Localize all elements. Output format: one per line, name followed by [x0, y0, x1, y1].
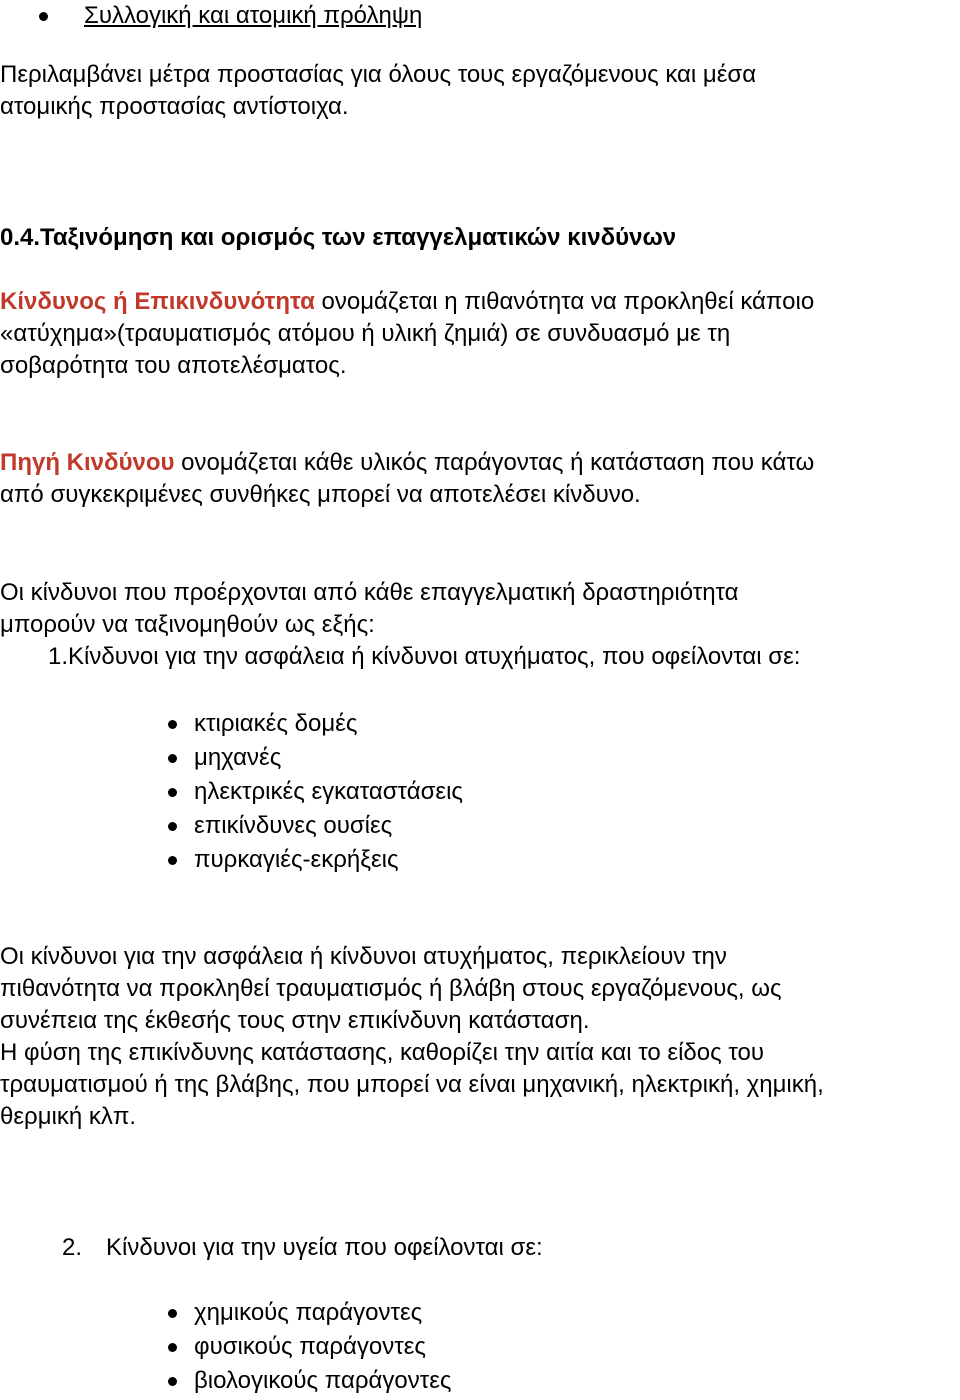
list-item-text: κτιριακές δομές — [194, 710, 358, 737]
bullet-icon — [168, 1309, 177, 1318]
list-item-text: πυρκαγιές-εκρήξεις — [194, 846, 399, 873]
hazard-definition — [0, 286, 814, 382]
bullet-icon — [168, 1343, 177, 1352]
health-heading-number: 2. — [62, 1234, 83, 1261]
intro-line: Περιλαμβάνει μέτρα προστασίας για όλους τους εργαζόμενους και μέσα — [0, 61, 757, 88]
hazard-source-definition — [0, 447, 814, 511]
hazard-definition-line: «ατύχημα»(τραυματισμός ατόμου ή υλική ζημιά) σε συνδυασμό με τη — [0, 320, 731, 347]
list-item-text: ηλεκτρικές εγκαταστάσεις — [194, 778, 463, 805]
bullet-icon — [168, 788, 177, 797]
hazard-definition-line — [0, 286, 814, 318]
safety-paragraph-line: Οι κίνδυνοι για την ασφάλεια ή κίνδυνοι ατυχήματος, περικλείουν την — [0, 943, 727, 970]
hazard-term: Κίνδυνος ή Επικινδυνότητα — [0, 288, 315, 315]
health-heading-text: Κίνδυνοι για την υγεία που οφείλονται σε: — [106, 1234, 543, 1261]
hazard-definition-line: σοβαρότητα του αποτελέσματος. — [0, 352, 347, 379]
classification-paragraph — [0, 577, 800, 673]
bullet-icon — [39, 12, 48, 21]
list-item-text: επικίνδυνες ουσίες — [194, 812, 393, 839]
safety-paragraph-line: τραυματισμού ή της βλάβης, που μπορεί να είναι μηχανική, ηλεκτρική, χημική, — [0, 1071, 824, 1098]
list-item-text: χημικούς παράγοντες — [194, 1299, 423, 1326]
safety-paragraph-line: πιθανότητα να προκληθεί τραυματισμός ή βλάβη στους εργαζόμενους, ως — [0, 975, 782, 1002]
hazard-source-term: Πηγή Κινδύνου — [0, 449, 175, 476]
safety-hazards-heading: 1.Κίνδυνοι για την ασφάλεια ή κίνδυνοι ατυχήματος, που οφείλονται σε: — [48, 643, 801, 670]
bullet-icon — [168, 1377, 177, 1386]
bullet-icon — [168, 856, 177, 865]
classification-line: μπορούν να ταξινομηθούν ως εξής: — [0, 611, 375, 638]
bullet-icon — [168, 720, 177, 729]
list-item-text: βιολογικούς παράγοντες — [194, 1367, 452, 1394]
intro-paragraph — [0, 59, 756, 123]
hazard-source-text: ονομάζεται κάθε υλικός παράγοντας ή κατάσταση που κάτω — [174, 449, 815, 476]
safety-paragraph-line: θερμική κλπ. — [0, 1103, 137, 1130]
hazard-definition-text: ονομάζεται η πιθανότητα να προκληθεί κάποιο — [314, 288, 815, 315]
hazard-source-line — [0, 447, 814, 479]
bullet-icon — [168, 822, 177, 831]
intro-line: ατομικής προστασίας αντίστοιχα. — [0, 93, 349, 120]
section-heading: 0.4.Ταξινόμηση και ορισμός των επαγγελματικών κινδύνων — [0, 224, 677, 251]
safety-hazards-paragraph — [0, 941, 824, 1133]
list-item-text: φυσικούς παράγοντες — [194, 1333, 426, 1360]
top-bullet-text: Συλλογική και ατομική πρόληψη — [84, 2, 423, 29]
list-item-text: μηχανές — [194, 744, 282, 771]
bullet-icon — [168, 754, 177, 763]
safety-paragraph-line: Η φύση της επικίνδυνης κατάστασης, καθορίζει την αιτία και το είδος του — [0, 1039, 764, 1066]
hazard-source-line: από συγκεκριμένες συνθήκες μπορεί να αποτελέσει κίνδυνο. — [0, 481, 641, 508]
classification-line: Οι κίνδυνοι που προέρχονται από κάθε επαγγελματική δραστηριότητα — [0, 579, 739, 606]
safety-paragraph-line: συνέπεια της έκθεσής τους στην επικίνδυνη κατάσταση. — [0, 1007, 590, 1034]
